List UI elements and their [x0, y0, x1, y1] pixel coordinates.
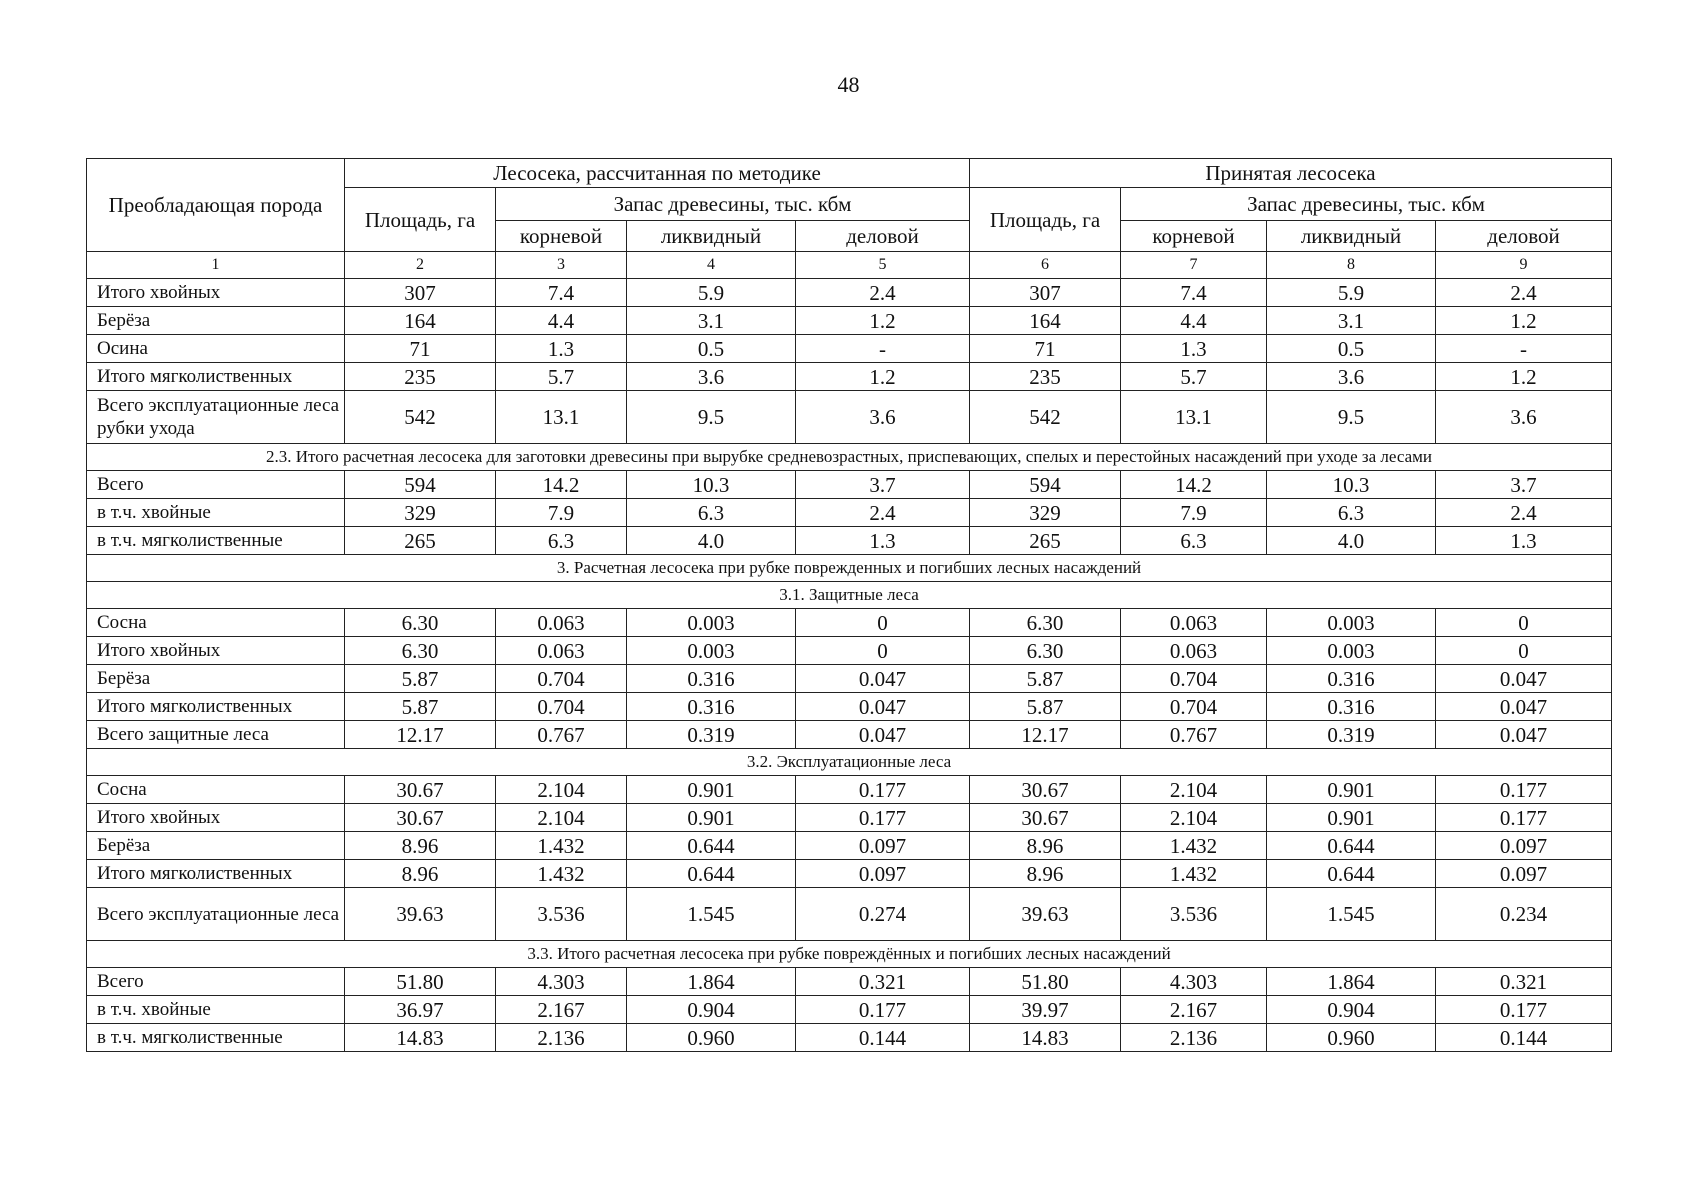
- value-cell: 30.67: [970, 804, 1121, 832]
- table-row: [87, 721, 1612, 749]
- section-row-3: [87, 555, 1612, 582]
- value-cell: 0: [796, 637, 970, 665]
- row-species-cell: Берёза: [87, 307, 345, 335]
- header-stock-calculated: Запас древесины, тыс. кбм: [496, 188, 970, 221]
- value-cell: 4.303: [496, 968, 627, 996]
- value-cell: 0.047: [1436, 693, 1612, 721]
- value-cell: 0.003: [627, 637, 796, 665]
- value-cell: 39.63: [345, 888, 496, 941]
- value-cell: 0.960: [627, 1024, 796, 1052]
- value-cell: 1.545: [1267, 888, 1436, 941]
- value-cell: 2.4: [796, 499, 970, 527]
- value-cell: 10.3: [1267, 471, 1436, 499]
- value-cell: 0.003: [627, 609, 796, 637]
- value-cell: 1.432: [1121, 832, 1267, 860]
- value-cell: 0.047: [796, 693, 970, 721]
- table-row: [87, 637, 1612, 665]
- row-species-cell: в т.ч. мягколиственные: [87, 527, 345, 555]
- row-species-cell: в т.ч. мягколиственные: [87, 1024, 345, 1052]
- value-cell: 0.901: [627, 804, 796, 832]
- value-cell: 0.097: [1436, 860, 1612, 888]
- value-cell: 4.0: [627, 527, 796, 555]
- column-number: 6: [970, 252, 1121, 279]
- section-title: 3. Расчетная лесосека при рубке поврежденных и погибших лесных насаждений: [87, 555, 1612, 582]
- table-row: [87, 996, 1612, 1024]
- value-cell: 594: [970, 471, 1121, 499]
- value-cell: 8.96: [345, 860, 496, 888]
- value-cell: 2.104: [1121, 776, 1267, 804]
- value-cell: 0.321: [796, 968, 970, 996]
- value-cell: 1.2: [796, 307, 970, 335]
- value-cell: 1.2: [796, 363, 970, 391]
- value-cell: 235: [345, 363, 496, 391]
- column-number: 7: [1121, 252, 1267, 279]
- value-cell: 0.704: [496, 693, 627, 721]
- table-row: [87, 665, 1612, 693]
- value-cell: 0.047: [796, 721, 970, 749]
- value-cell: 36.97: [345, 996, 496, 1024]
- table-row: [87, 776, 1612, 804]
- section-title: 3.3. Итого расчетная лесосека при рубке повреждённых и погибших лесных насаждений: [87, 941, 1612, 968]
- value-cell: 0: [1436, 609, 1612, 637]
- section-title: 3.2. Эксплуатационные леса: [87, 749, 1612, 776]
- value-cell: -: [796, 335, 970, 363]
- value-cell: 6.3: [1267, 499, 1436, 527]
- value-cell: 7.9: [496, 499, 627, 527]
- value-cell: 5.87: [345, 665, 496, 693]
- value-cell: 6.30: [345, 609, 496, 637]
- table-row: [87, 499, 1612, 527]
- value-cell: 1.3: [496, 335, 627, 363]
- value-cell: 0.063: [1121, 637, 1267, 665]
- table-row: [87, 335, 1612, 363]
- value-cell: 7.9: [1121, 499, 1267, 527]
- table-row: [87, 391, 1612, 444]
- value-cell: 307: [970, 279, 1121, 307]
- value-cell: 0.177: [796, 804, 970, 832]
- value-cell: 0.097: [1436, 832, 1612, 860]
- value-cell: 265: [970, 527, 1121, 555]
- value-cell: 0.316: [1267, 665, 1436, 693]
- value-cell: 2.104: [496, 804, 627, 832]
- value-cell: 5.87: [345, 693, 496, 721]
- table-row: [87, 363, 1612, 391]
- value-cell: 9.5: [627, 391, 796, 444]
- table-row: [87, 307, 1612, 335]
- logging-table-container: [86, 158, 1611, 1052]
- column-number: 9: [1436, 252, 1612, 279]
- value-cell: 0.644: [627, 832, 796, 860]
- header-stock-accepted: Запас древесины, тыс. кбм: [1121, 188, 1612, 221]
- value-cell: 1.2: [1436, 307, 1612, 335]
- row-species-cell: Итого хвойных: [87, 637, 345, 665]
- table-row: [87, 804, 1612, 832]
- table-row: [87, 888, 1612, 941]
- header-business-calculated: деловой: [796, 221, 970, 252]
- value-cell: 0.704: [496, 665, 627, 693]
- header-liquid-calculated: ликвидный: [627, 221, 796, 252]
- table-body: [87, 252, 1612, 1052]
- value-cell: 2.104: [1121, 804, 1267, 832]
- value-cell: 1.864: [627, 968, 796, 996]
- section-row-3-3: [87, 941, 1612, 968]
- header-liquid-accepted: ликвидный: [1267, 221, 1436, 252]
- value-cell: 6.30: [345, 637, 496, 665]
- value-cell: 1.3: [1121, 335, 1267, 363]
- value-cell: 39.63: [970, 888, 1121, 941]
- logging-volume-table: [86, 158, 1612, 1052]
- value-cell: 0: [1436, 637, 1612, 665]
- header-species: Преобладающая порода: [87, 159, 345, 252]
- value-cell: 0.767: [496, 721, 627, 749]
- value-cell: 329: [345, 499, 496, 527]
- value-cell: 14.2: [496, 471, 627, 499]
- value-cell: 12.17: [970, 721, 1121, 749]
- row-species-cell: Итого хвойных: [87, 279, 345, 307]
- row-species-cell: Итого мягколиственных: [87, 693, 345, 721]
- value-cell: 0.704: [1121, 693, 1267, 721]
- row-species-cell: Берёза: [87, 832, 345, 860]
- value-cell: 1.864: [1267, 968, 1436, 996]
- value-cell: 1.432: [1121, 860, 1267, 888]
- value-cell: 542: [970, 391, 1121, 444]
- header-group-accepted: Принятая лесосека: [970, 159, 1612, 188]
- row-species-cell: Всего: [87, 968, 345, 996]
- row-species-cell: в т.ч. хвойные: [87, 499, 345, 527]
- value-cell: 2.167: [496, 996, 627, 1024]
- value-cell: 4.0: [1267, 527, 1436, 555]
- value-cell: 0.644: [627, 860, 796, 888]
- section-title: 3.1. Защитные леса: [87, 582, 1612, 609]
- value-cell: 164: [970, 307, 1121, 335]
- value-cell: 2.4: [796, 279, 970, 307]
- value-cell: 4.4: [496, 307, 627, 335]
- row-species-cell: Всего защитные леса: [87, 721, 345, 749]
- value-cell: 6.3: [1121, 527, 1267, 555]
- column-number: 5: [796, 252, 970, 279]
- table-row: [87, 471, 1612, 499]
- value-cell: 5.9: [627, 279, 796, 307]
- value-cell: 0.144: [1436, 1024, 1612, 1052]
- value-cell: 39.97: [970, 996, 1121, 1024]
- value-cell: 0.177: [796, 996, 970, 1024]
- header-root-accepted: корневой: [1121, 221, 1267, 252]
- value-cell: 0.704: [1121, 665, 1267, 693]
- value-cell: 8.96: [345, 832, 496, 860]
- table-header: [87, 159, 1612, 252]
- value-cell: 12.17: [345, 721, 496, 749]
- value-cell: 265: [345, 527, 496, 555]
- value-cell: 2.167: [1121, 996, 1267, 1024]
- value-cell: 307: [345, 279, 496, 307]
- row-species-cell: Всего эксплуатационные леса рубки ухода: [87, 391, 345, 444]
- section-row-3-1: [87, 582, 1612, 609]
- value-cell: 1.432: [496, 860, 627, 888]
- value-cell: -: [1436, 335, 1612, 363]
- page-number: 48: [837, 72, 860, 97]
- value-cell: 13.1: [1121, 391, 1267, 444]
- value-cell: 0.047: [796, 665, 970, 693]
- table-row: [87, 860, 1612, 888]
- table-row: [87, 279, 1612, 307]
- value-cell: 6.30: [970, 609, 1121, 637]
- column-number: 4: [627, 252, 796, 279]
- value-cell: 4.303: [1121, 968, 1267, 996]
- value-cell: 0.644: [1267, 860, 1436, 888]
- value-cell: 13.1: [496, 391, 627, 444]
- value-cell: 9.5: [1267, 391, 1436, 444]
- value-cell: 0.644: [1267, 832, 1436, 860]
- value-cell: 0.316: [627, 665, 796, 693]
- header-group-calculated: Лесосека, рассчитанная по методике: [345, 159, 970, 188]
- value-cell: 30.67: [345, 776, 496, 804]
- value-cell: 7.4: [1121, 279, 1267, 307]
- row-species-cell: Всего эксплуатационные леса: [87, 888, 345, 941]
- value-cell: 329: [970, 499, 1121, 527]
- row-species-cell: Сосна: [87, 609, 345, 637]
- value-cell: 14.83: [345, 1024, 496, 1052]
- value-cell: 0.960: [1267, 1024, 1436, 1052]
- value-cell: 5.7: [496, 363, 627, 391]
- value-cell: 3.1: [627, 307, 796, 335]
- value-cell: 0.003: [1267, 637, 1436, 665]
- value-cell: 1.3: [1436, 527, 1612, 555]
- value-cell: 3.6: [1267, 363, 1436, 391]
- value-cell: 2.4: [1436, 499, 1612, 527]
- section-row-2-3: [87, 444, 1612, 471]
- value-cell: 0.319: [627, 721, 796, 749]
- value-cell: 3.7: [796, 471, 970, 499]
- value-cell: 5.87: [970, 693, 1121, 721]
- table-row: [87, 832, 1612, 860]
- value-cell: 0.097: [796, 832, 970, 860]
- column-number: 1: [87, 252, 345, 279]
- value-cell: 164: [345, 307, 496, 335]
- value-cell: 235: [970, 363, 1121, 391]
- value-cell: 0.274: [796, 888, 970, 941]
- value-cell: 0.901: [1267, 776, 1436, 804]
- row-species-cell: в т.ч. хвойные: [87, 996, 345, 1024]
- header-area-accepted: Площадь, га: [970, 188, 1121, 252]
- value-cell: 3.7: [1436, 471, 1612, 499]
- value-cell: 0.063: [496, 637, 627, 665]
- value-cell: 5.7: [1121, 363, 1267, 391]
- value-cell: 51.80: [970, 968, 1121, 996]
- value-cell: 71: [970, 335, 1121, 363]
- section-title: 2.3. Итого расчетная лесосека для заготовки древесины при вырубке средневозрастных, приспевающих, спелых и перестойных насаждений при уходе за лесами: [87, 444, 1612, 471]
- table-row: [87, 1024, 1612, 1052]
- row-species-cell: Итого хвойных: [87, 804, 345, 832]
- value-cell: 0.003: [1267, 609, 1436, 637]
- value-cell: 0.097: [796, 860, 970, 888]
- row-species-cell: Осина: [87, 335, 345, 363]
- value-cell: 0.177: [1436, 996, 1612, 1024]
- row-species-cell: Итого мягколиственных: [87, 363, 345, 391]
- value-cell: 3.6: [627, 363, 796, 391]
- row-species-cell: Всего: [87, 471, 345, 499]
- column-number: 8: [1267, 252, 1436, 279]
- value-cell: 7.4: [496, 279, 627, 307]
- value-cell: 2.104: [496, 776, 627, 804]
- column-number: 3: [496, 252, 627, 279]
- value-cell: 3.1: [1267, 307, 1436, 335]
- column-number-row: [87, 252, 1612, 279]
- value-cell: 8.96: [970, 832, 1121, 860]
- value-cell: 5.87: [970, 665, 1121, 693]
- value-cell: 14.83: [970, 1024, 1121, 1052]
- value-cell: 0.047: [1436, 721, 1612, 749]
- value-cell: 0: [796, 609, 970, 637]
- value-cell: 3.6: [1436, 391, 1612, 444]
- value-cell: 51.80: [345, 968, 496, 996]
- value-cell: 2.4: [1436, 279, 1612, 307]
- value-cell: 0.321: [1436, 968, 1612, 996]
- value-cell: 0.319: [1267, 721, 1436, 749]
- value-cell: 1.432: [496, 832, 627, 860]
- value-cell: 0.177: [796, 776, 970, 804]
- table-row: [87, 968, 1612, 996]
- value-cell: 0.5: [627, 335, 796, 363]
- value-cell: 0.901: [1267, 804, 1436, 832]
- value-cell: 594: [345, 471, 496, 499]
- row-species-cell: Сосна: [87, 776, 345, 804]
- value-cell: 2.136: [496, 1024, 627, 1052]
- column-number: 2: [345, 252, 496, 279]
- value-cell: 0.234: [1436, 888, 1612, 941]
- value-cell: 1.2: [1436, 363, 1612, 391]
- value-cell: 8.96: [970, 860, 1121, 888]
- value-cell: 0.144: [796, 1024, 970, 1052]
- header-area-calculated: Площадь, га: [345, 188, 496, 252]
- value-cell: 30.67: [970, 776, 1121, 804]
- header-root-calculated: корневой: [496, 221, 627, 252]
- value-cell: 30.67: [345, 804, 496, 832]
- value-cell: 71: [345, 335, 496, 363]
- value-cell: 0.904: [1267, 996, 1436, 1024]
- value-cell: 542: [345, 391, 496, 444]
- value-cell: 4.4: [1121, 307, 1267, 335]
- value-cell: 2.136: [1121, 1024, 1267, 1052]
- value-cell: 0.901: [627, 776, 796, 804]
- value-cell: 14.2: [1121, 471, 1267, 499]
- value-cell: 3.536: [496, 888, 627, 941]
- row-species-cell: Итого мягколиственных: [87, 860, 345, 888]
- value-cell: 0.904: [627, 996, 796, 1024]
- table-row: [87, 609, 1612, 637]
- section-row-3-2: [87, 749, 1612, 776]
- value-cell: 1.3: [796, 527, 970, 555]
- value-cell: 6.3: [627, 499, 796, 527]
- value-cell: 3.6: [796, 391, 970, 444]
- value-cell: 5.9: [1267, 279, 1436, 307]
- value-cell: 1.545: [627, 888, 796, 941]
- value-cell: 10.3: [627, 471, 796, 499]
- row-species-cell: Берёза: [87, 665, 345, 693]
- value-cell: 0.5: [1267, 335, 1436, 363]
- table-row: [87, 527, 1612, 555]
- value-cell: 6.3: [496, 527, 627, 555]
- value-cell: 6.30: [970, 637, 1121, 665]
- header-business-accepted: деловой: [1436, 221, 1612, 252]
- value-cell: 3.536: [1121, 888, 1267, 941]
- value-cell: 0.177: [1436, 804, 1612, 832]
- value-cell: 0.767: [1121, 721, 1267, 749]
- value-cell: 0.177: [1436, 776, 1612, 804]
- value-cell: 0.063: [1121, 609, 1267, 637]
- value-cell: 0.063: [496, 609, 627, 637]
- value-cell: 0.316: [1267, 693, 1436, 721]
- table-row: [87, 693, 1612, 721]
- value-cell: 0.047: [1436, 665, 1612, 693]
- value-cell: 0.316: [627, 693, 796, 721]
